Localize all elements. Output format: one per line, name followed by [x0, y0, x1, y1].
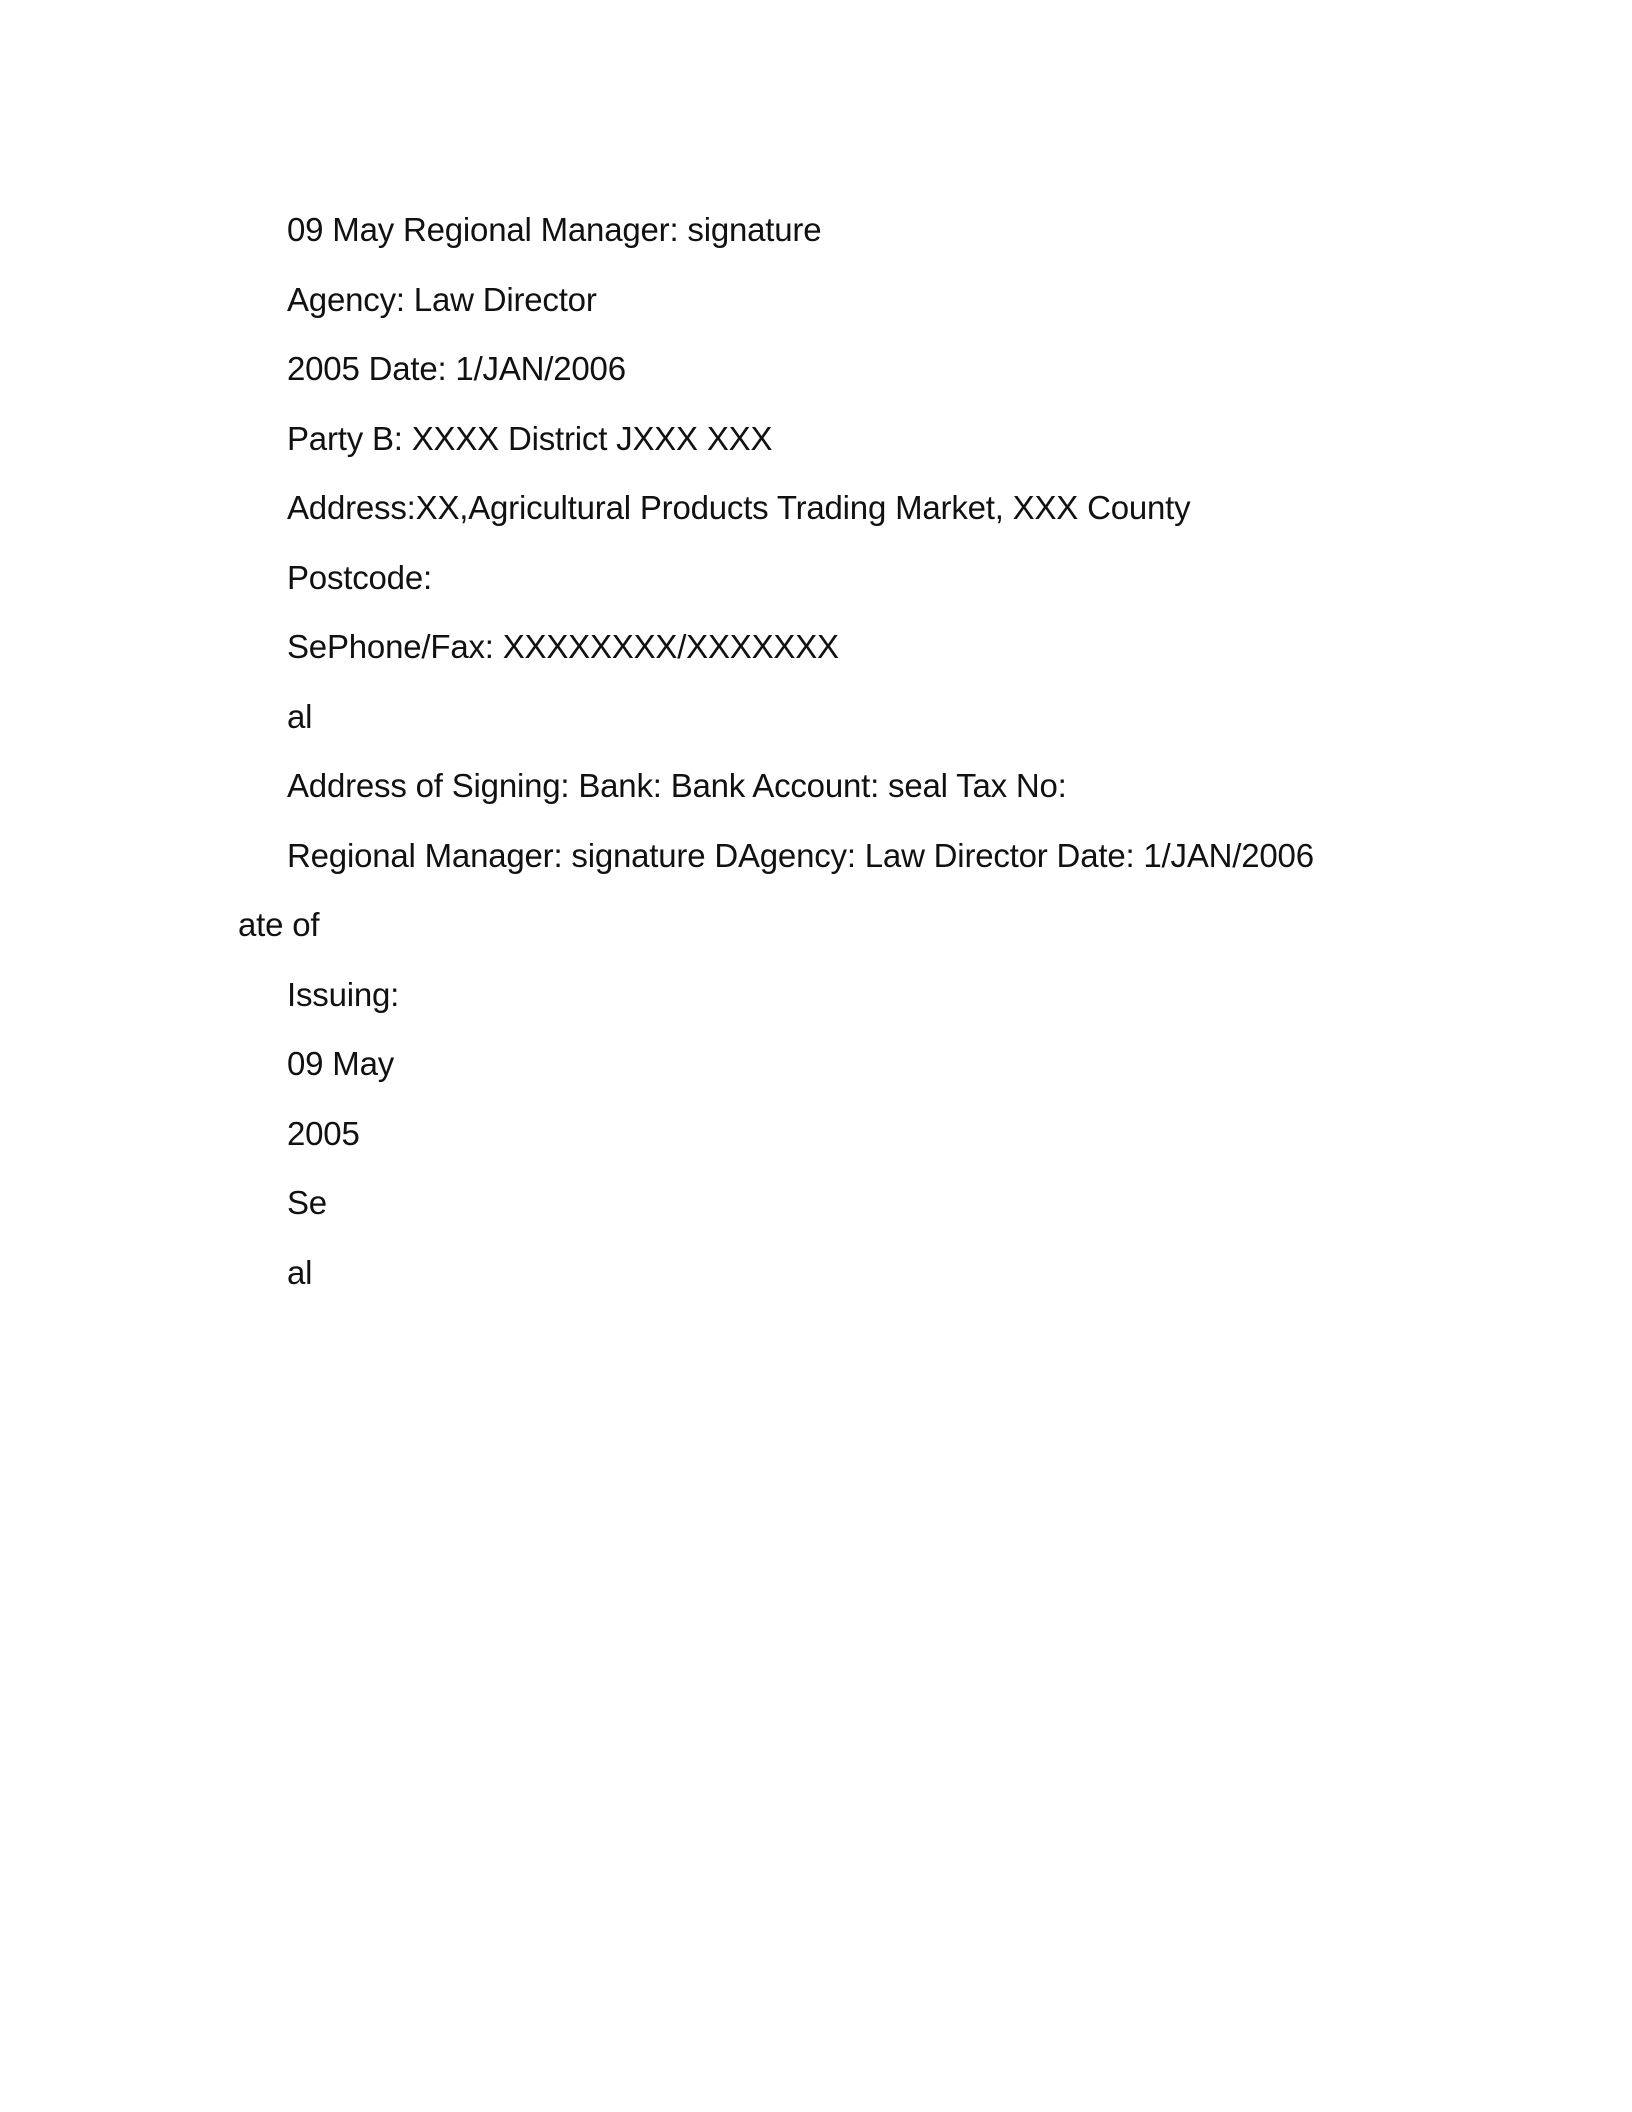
- text-line-9: Address of Signing: Bank: Bank Account: seal Tax No:: [287, 767, 1067, 804]
- text-line-1: 09 May Regional Manager: signature: [287, 211, 822, 248]
- text-line-2: Agency: Law Director: [287, 280, 597, 318]
- text-line-16: al: [287, 1253, 313, 1291]
- text-line-10: Regional Manager: signature DAgency: Law Director Date: 1/JAN/2006: [287, 836, 1314, 874]
- text-line-6: Postcode:: [287, 558, 432, 596]
- text-line-12: Issuing:: [287, 975, 400, 1013]
- text-line-3: 2005 Date: 1/JAN/2006: [287, 350, 626, 387]
- text-line-11: ate of: [238, 906, 320, 943]
- text-line-4: Party B: XXXX District JXXX XXX: [287, 419, 773, 457]
- text-line-15: Se: [287, 1184, 327, 1221]
- text-line-14: 2005: [287, 1114, 360, 1152]
- text-line-5: Address:XX,Agricultural Products Trading Market, XXX County: [287, 489, 1191, 526]
- text-line-13: 09 May: [287, 1045, 395, 1082]
- text-line-8: al: [287, 697, 313, 735]
- document-body: [0, 205, 1632, 1317]
- text-line-7: SePhone/Fax: XXXXXXXX/XXXXXXX: [287, 628, 839, 665]
